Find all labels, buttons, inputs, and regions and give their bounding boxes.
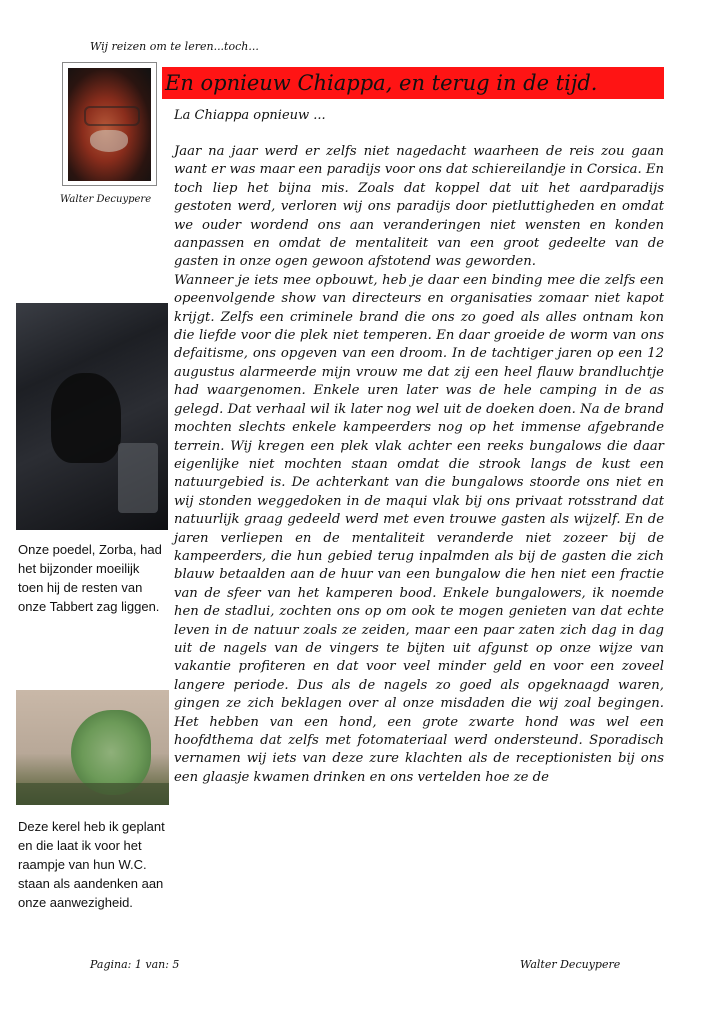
cactus-plant-photo — [16, 690, 169, 805]
burned-caravan-dog-photo — [16, 303, 168, 530]
article-paragraph: Wanneer je iets mee opbouwt, heb je daar een binding mee die zelfs een opeenvolgende show van directeurs en organisaties zomaar niet kapot krijgt. Zelfs een criminele brand die ons zo goed als alles ontnam kon die liefde voor die plek niet temperen. En daar groeide de worm van ons defaitisme, ons opgeven van een droom. In de tachtiger jaren op een 12 augustus alarmeerde mijn vrouw me dat zij een heel flauw brandluchtje had waargenomen. Enkele uren later was de hele camping in de as gelegd. Dat verhaal wil ik later nog wel uit de doeken doen. Na de brand mochten slechts enkele kampeerders nog op het immense afgebrande terrein. Wij kregen een plek vlak achter een reeks bungalows die daar eigenlijke niet mochten staan omdat die strook langs de kust een natuurgebied is. De achterkant van die bungalows stoorde ons niet en wij stonden weggedoken in de maqui vlak bij ons privaat rotsstrand dat natuurlijk graag gedeeld werd met even trouwe gasten als wijzelf. En de jaren verliepen en de mentaliteit veranderde niet zozeer bij de kampeerders, die hun gebied terug inpalmden als bij de gasten die zich blauw betaalden aan de huur van een bungalow die hen niet een fractie van de sfeer van het kamperen bood. Enkele bungalowers, ik noemde hen de stadlui, zochten ons op om ook te mogen genieten van dat echte leven in de natuur zoals ze zeiden, maar een paar zaten zich dag in dag uit de nagels van de vingers te bijten uit afgunst op onze wijze van vakantie profiteren en dat voor veel minder geld en voor een zoveel langere periode. Dus als de nagels zo goed als opgeknaagd waren, gingen ze zich beklagen over al onze misdaden die wij zoal begingen. Het hebben van een hond, een grote zwarte hond was wel een hoofdthema dat zelfs met fotomateriaal werd ondersteund. Sporadisch vernamen wij iets van deze zure klachten als de receptionisten bij ons een glaasje kwamen drinken en ons vertelden hoe ze de — [174, 272, 664, 785]
author-photo-frame — [62, 62, 157, 186]
article-title: En opnieuw Chiappa, en terug in de tijd. — [165, 71, 598, 95]
dog-photo-caption: Onze poedel, Zorba, had het bijzonder moeilijk toen hij de resten van onze Tabbert zag liggen. — [18, 542, 162, 614]
article-title-bar — [162, 67, 664, 99]
article-subtitle: La Chiappa opnieuw ... — [174, 108, 326, 123]
article-body — [174, 143, 664, 787]
page-tagline: Wij reizen om te leren...toch... — [90, 40, 259, 53]
author-photo-caption: Walter Decuypere — [60, 194, 152, 205]
footer-author: Walter Decuypere — [520, 958, 621, 971]
author-photo — [68, 68, 151, 181]
article-paragraph: Jaar na jaar werd er zelfs niet nagedacht waarheen de reis zou gaan want er was maar een paradijs voor ons dat schiereilandje in Corsica. En toch liep het bijna mis. Zoals dat koppel dat uit het aardparadijs gestoten werd, verloren wij ons paradijs door pietluttigheden en omdat we ouder wordend ons aan veranderingen niet wensten en konden aanpassen en omdat de mentaliteit van een groot gedeelte van de gasten in onze ogen gewoon afstotend was geworden. — [174, 144, 664, 270]
plant-photo-caption: Deze kerel heb ik geplant en die laat ik voor het raampje van hun W.C. staan als aandenken aan onze aanwezigheid. — [18, 819, 165, 910]
page-number: Pagina: 1 van: 5 — [90, 958, 180, 971]
